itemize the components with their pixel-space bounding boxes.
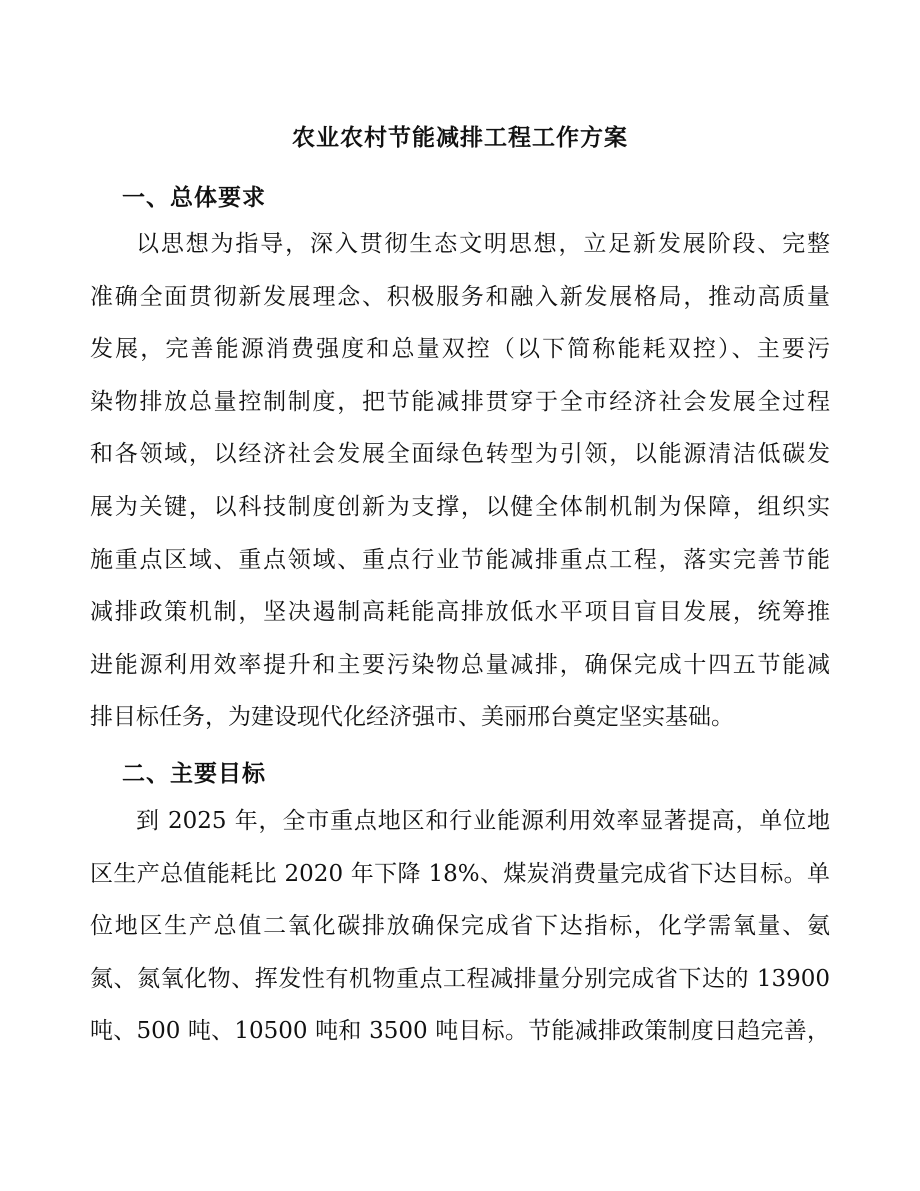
paragraph-line: 进能源利用效率提升和主要污染物总量减排，确保完成十四五节能减: [90, 651, 830, 678]
section-heading-overall-requirements: 一、总体要求: [122, 184, 266, 211]
paragraph-line: 发展，完善能源消费强度和总量双控（以下简称能耗双控）、主要污: [90, 336, 830, 363]
section-paragraph-main-targets: [90, 795, 830, 1058]
section-paragraph-overall-requirements: [90, 218, 830, 744]
paragraph-line: 施重点区域、重点领域、重点行业节能减排重点工程，落实完善节能: [90, 546, 830, 573]
paragraph-line: 以思想为指导，深入贯彻生态文明思想，立足新发展阶段、完整: [136, 231, 830, 257]
paragraph-line: 准确全面贯彻新发展理念、积极服务和融入新发展格局，推动高质量: [90, 283, 830, 310]
document-title: 农业农村节能减排工程工作方案: [292, 124, 628, 151]
section-heading-main-targets: 二、主要目标: [122, 760, 266, 787]
paragraph-line: 染物排放总量控制制度，把节能减排贯穿于全市经济社会发展全过程: [90, 388, 830, 415]
paragraph-line: 减排政策机制，坚决遏制高耗能高排放低水平项目盲目发展，统筹推: [90, 599, 830, 626]
paragraph-line: 展为关键，以科技制度创新为支撑，以健全体制机制为保障，组织实: [90, 493, 830, 520]
paragraph-line: 到 2025 年，全市重点地区和行业能源利用效率显著提高，单位地: [136, 808, 830, 834]
paragraph-line: 位地区生产总值二氧化碳排放确保完成省下达指标，化学需氧量、氨: [90, 913, 830, 940]
paragraph-line: 吨、500 吨、10500 吨和 3500 吨目标。节能减排政策制度日趋完善，: [90, 1018, 830, 1045]
paragraph-line: 排目标任务，为建设现代化经济强市、美丽邢台奠定坚实基础。: [90, 704, 734, 731]
paragraph-line: 氮、氮氧化物、挥发性有机物重点工程减排量分别完成省下达的 13900: [90, 965, 830, 992]
paragraph-line: 和各领域，以经济社会发展全面绿色转型为引领，以能源清洁低碳发: [90, 441, 830, 468]
paragraph-line: 区生产总值能耗比 2020 年下降 18%、煤炭消费量完成省下达目标。单: [90, 860, 830, 887]
